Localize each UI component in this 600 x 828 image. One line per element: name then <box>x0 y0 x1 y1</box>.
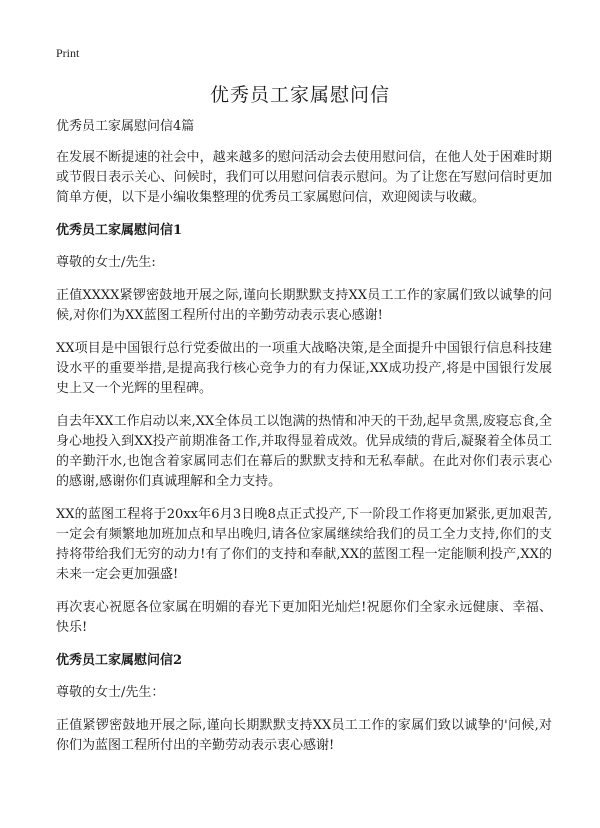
letter1-paragraph-4: XX的蓝图工程将于20xx年6月3日晚8点正式投产,下一阶段工作将更加紧张,更加艰苦,一定会有频繁地加班加点和早出晚归,请各位家属继续给我们的员工全力支持,你们的支持将带给我们无穷的动力!有了你们的支持和奉献,XX的蓝图工程一定能顺利投产,XX的未来一定会更加强盛! <box>56 507 552 582</box>
letter1-paragraph-1: 正值XXXX紧锣密鼓地开展之际,谨向长期默默支持XX员工工作的家属们致以诚挚的问候,对你们为XX蓝图工程所付出的辛勤劳动表示衷心感谢! <box>56 288 552 323</box>
print-link[interactable]: Print <box>56 46 80 60</box>
intro-paragraph: 在发展不断提速的社会中，越来越多的慰问活动会去使用慰问信，在他人处于困难时期或节假日表示关心、问候时，我们可以用慰问信表示慰问。为了让您在写慰问信时更加简单方便，以下是小编收集整理的优秀员工家属慰问信，欢迎阅读与收藏。 <box>56 150 552 205</box>
letter1-paragraph-2: XX项目是中国银行总行党委做出的一项重大战略决策,是全面提升中国银行信息科技建设水平的重要举措,是提高我行核心竞争力的有力保证,XX成功投产,将是中国银行发展史上又一个光辉的里程碑。 <box>56 341 552 396</box>
letter1-paragraph-3: 自去年XX工作启动以来,XX全体员工以饱满的热情和冲天的干劲,起早贪黑,废寝忘食,全身心地投入到XX投产前期准备工作,并取得显着成效。优异成绩的背后,凝聚着全体员工的辛勤汗水,也饱含着家属同志们在幕后的默默支持和无私奉献。在此对你们表示衷心的感谢,感谢你们真诚理解和全力支持。 <box>56 414 552 489</box>
letter2-heading: 优秀员工家属慰问信2 <box>56 653 183 668</box>
letter2-greeting: 尊敬的女士/先生： <box>56 685 165 700</box>
letter2-paragraph-1: 正值紧锣密鼓地开展之际,谨向长期默默支持XX员工工作的家属们致以诚挚的'问候,对你们为蓝图工程所付出的辛勤劳动表示衷心感谢! <box>56 718 552 753</box>
letter1-greeting: 尊敬的女士/先生: <box>56 255 156 270</box>
document-body <box>56 117 552 769</box>
document-title: 优秀员工家属慰问信 <box>209 84 390 106</box>
letter1-heading: 优秀员工家属慰问信1 <box>56 223 183 238</box>
letter1-paragraph-5: 再次衷心祝愿各位家属在明媚的春光下更加阳光灿烂!祝愿你们全家永远健康、幸福、快乐! <box>56 600 552 635</box>
document-subtitle: 优秀员工家属慰问信4篇 <box>56 119 195 134</box>
